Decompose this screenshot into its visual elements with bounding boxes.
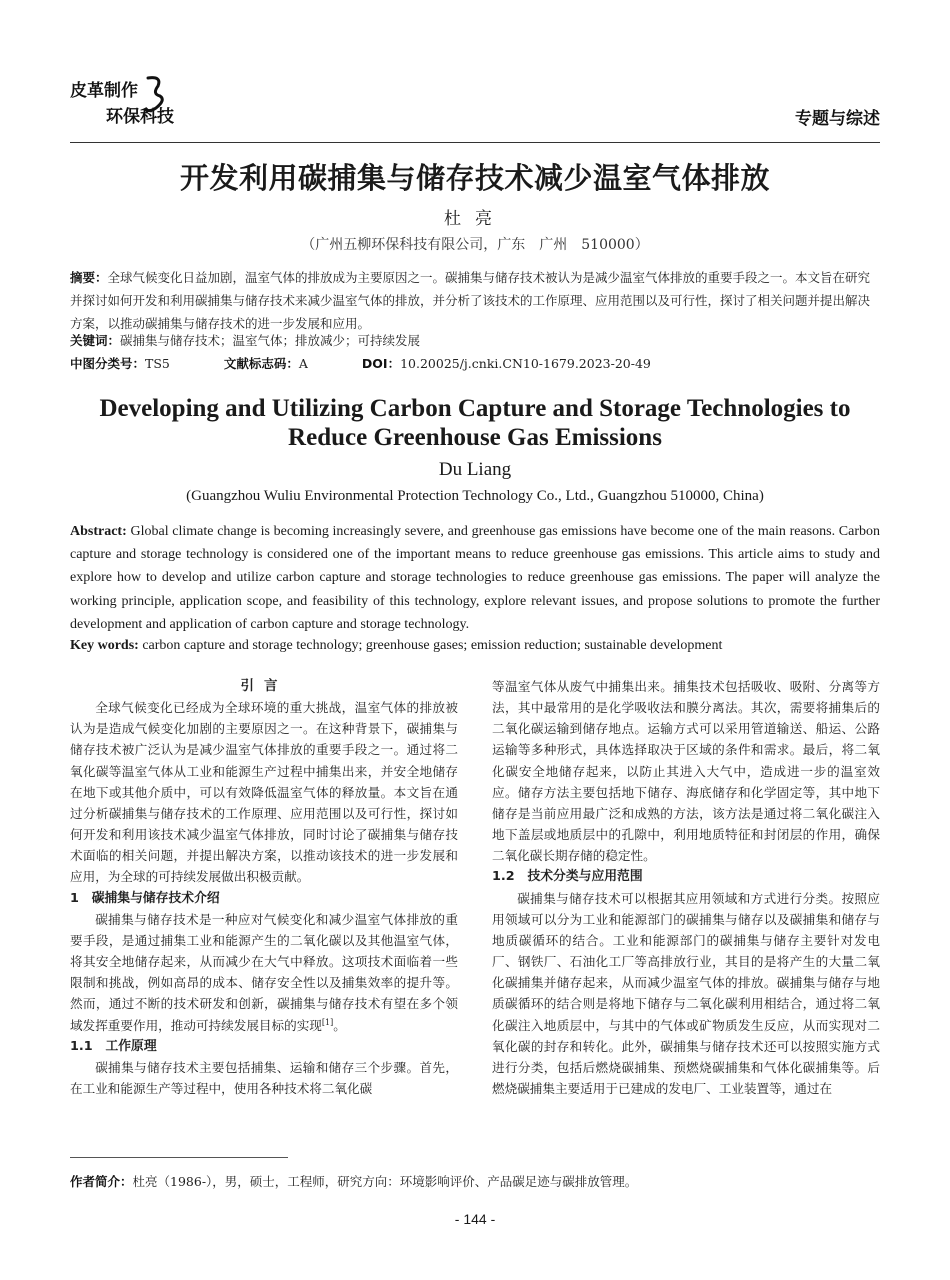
intro-paragraph: 全球气候变化已经成为全球环境的重大挑战，温室气体的排放被认为是造成气候变化加剧的主要原因之一。在这种背景下，碳捕集与储存技术被广泛认为是减少温室气体排放的重要手段之一。通过将二氧化碳等温室气体从工业和能源生产过程中捕集出来，并安全地储存在地下或其他介质中，可以有效降低温室气体的释放量。本文旨在通过分析碳捕集与储存技术的工作原理、应用范围以及可行性，探讨如何开发和利用该技术减少温室气体排放，同时讨论了碳捕集与储存技术面临的相关问题，并提出解决方案，以推动该技术的进一步发展和应用，为全球的可持续发展做出积极贡献。	[70, 700, 458, 885]
english-author: Du Liang	[438, 459, 512, 480]
doc-code-value: A	[298, 356, 308, 371]
section-1-text-end: 。	[333, 1017, 346, 1033]
english-keywords-text: carbon capture and storage technology; greenhouse gases; emission reduction; sustainable development	[142, 638, 723, 653]
english-keywords-label: Key words:	[70, 638, 139, 653]
journal-logo	[70, 74, 220, 128]
body-column-left	[70, 676, 458, 1099]
chinese-keywords	[70, 329, 880, 352]
chinese-keywords-text: 碳捕集与储存技术；温室气体；排放减少；可持续发展	[120, 333, 421, 348]
english-affiliation: (Guangzhou Wuliu Environmental Protection Technology Co., Ltd., Guangzhou 510000, China)	[186, 488, 764, 504]
author-bio-label: 作者简介：	[70, 1174, 133, 1189]
english-abstract-label: Abstract:	[70, 524, 127, 539]
section-1-1-paragraph-cont: 等温室气体从废气中捕集出来。捕集技术包括吸收、吸附、分离等方法，其中最常用的是化学吸收法和膜分离法。其次，需要将捕集后的二氧化碳运输到储存地点。运输方式可以采用管道输送、船运、公路运输等多种形式，具体选择取决于区域的条件和需求。最后，将二氧化碳安全地储存起来，以防止其进入大气中，造成进一步的温室效应。储存方法主要包括地下储存、海底储存和化学固定等，其中地下储存是当前应用最广泛和成熟的方法，该方法是通过将二氧化碳注入地下盖层或地质层中的孔隙中，利用地质特征和封闭层的作用，确保二氧化碳长期存储的稳定性。	[492, 679, 880, 864]
chinese-abstract-label: 摘要：	[70, 270, 108, 285]
english-abstract	[70, 520, 880, 636]
section-1-text: 碳捕集与储存技术是一种应对气候变化和减少温室气体排放的重要手段，是通过捕集工业和能源产生的二氧化碳以及其他温室气体，将其安全地储存起来，从而减少在大气中释放。这项技术面临着一些限制和挑战，例如高昂的成本、储存安全性以及捕集效率的提升等。然而，通过不断的技术研发和创新，碳捕集与储存技术有望在多个领域发挥重要作用，推动可持续发展目标的实现	[70, 911, 458, 1033]
section-1-paragraph	[70, 909, 458, 1036]
footnote-divider	[70, 1157, 288, 1158]
clc-value: TS5	[145, 356, 170, 371]
chinese-affiliation: （广州五柳环保科技有限公司，广东 广州 510000）	[301, 237, 649, 253]
chinese-keywords-label: 关键词：	[70, 333, 121, 348]
english-keywords	[70, 638, 880, 654]
author-bio	[70, 1172, 880, 1190]
chinese-author: 杜亮	[444, 209, 506, 229]
intro-heading: 引言	[240, 678, 288, 694]
chinese-abstract-text: 全球气候变化日益加剧，温室气体的排放成为主要原因之一。碳捕集与储存技术被认为是减少温室气体排放的重要手段之一。本文旨在研究并探讨如何开发和利用碳捕集与储存技术来减少温室气体的排放，并分析了该技术的工作原理、应用范围以及可行性，探讨了相关问题并提出解决方案，以推动碳捕集与储存技术的进一步发展和应用。	[70, 270, 871, 331]
section-1-heading: 1 碳捕集与储存技术介绍	[70, 890, 220, 906]
chinese-abstract	[70, 266, 880, 335]
logo-text-line2: 环保科技	[106, 107, 174, 127]
doi-label: DOI：	[361, 356, 401, 371]
section-1-2-paragraph: 碳捕集与储存技术可以根据其应用领域和方式进行分类。按照应用领域可以分为工业和能源部门的碳捕集与储存以及碳捕集和储存与地质碳循环的结合。工业和能源部门的碳捕集与储存主要针对发电厂、钢铁厂、石油化工厂等高排放行业，其目的是将产生的大量二氧化碳捕集并储存起来，从而减少温室气体的排放。碳捕集与储存与地质碳循环的结合则是将地下储存与二氧化碳利用相结合，通过将二氧化碳注入地质层中，与其中的气体或矿物质发生反应，从而实现对二氧化碳的封存和转化。此外，碳捕集与储存技术还可以按照实施方式进行分类，包括后燃烧碳捕集、预燃烧碳捕集和气体化碳捕集等。后燃烧碳捕集主要适用于已建成的发电厂、工业装置等，通过在	[492, 890, 880, 1096]
body-column-right	[492, 676, 880, 1099]
section-1-1-paragraph-start: 碳捕集与储存技术主要包括捕集、运输和储存三个步骤。首先，在工业和能源生产等过程中，使用各种技术将二氧化碳	[70, 1059, 458, 1096]
section-1-2-heading: 1.2 技术分类与应用范围	[492, 869, 643, 885]
english-title: Developing and Utilizing Carbon Capture and Storage Technologies to Reduce Greenhouse Gas Emissions	[99, 395, 851, 451]
english-abstract-text: Global climate change is becoming increasingly severe, and greenhouse gas emissions have become one of the main reasons. Carbon capture and storage technology is considered one of the important means to reduce greenhouse gas emissions. This article aims to study and explore how to develop and utilize carbon capture and storage technologies to reduce greenhouse gas emissions. The paper will analyze the working principle, application scope, and feasibility of this technology, explore relevant issues, and propose solutions to promote the further development and application of carbon capture and storage technology.	[70, 524, 880, 632]
page-number: - 144 -	[454, 1211, 496, 1227]
clc-label: 中图分类号：	[70, 356, 146, 371]
section-1-1-heading: 1.1 工作原理	[70, 1038, 157, 1054]
classification-line	[70, 352, 880, 375]
header-divider	[70, 142, 880, 143]
doi-value: 10.20025/j.cnki.CN10-1679.2023-20-49	[400, 356, 651, 371]
section-label: 专题与综述	[795, 109, 880, 129]
chinese-title: 开发利用碳捕集与储存技术减少温室气体排放	[179, 161, 770, 195]
citation-ref: [1]	[321, 1017, 334, 1027]
author-bio-text: 杜亮（1986-），男，硕士，工程师，研究方向：环境影响评价、产品碳足迹与碳排放管理。	[132, 1174, 638, 1189]
logo-text-line1: 皮革制作	[70, 81, 138, 101]
doc-code-label: 文献标志码：	[223, 356, 299, 371]
